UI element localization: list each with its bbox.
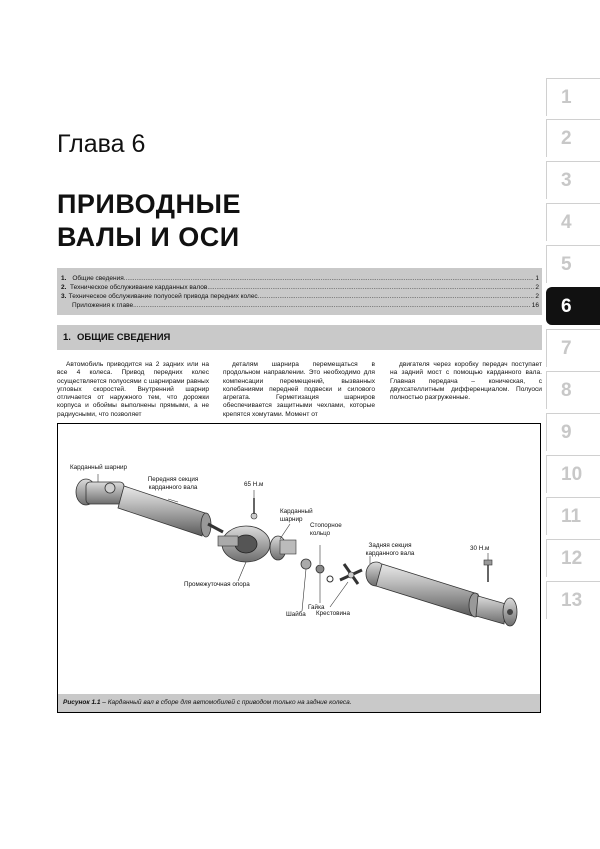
chapter-tab-1[interactable]: 1 [546, 78, 600, 116]
toc-item[interactable] [61, 284, 539, 292]
chapter-tab-12[interactable]: 12 [546, 539, 600, 577]
table-of-contents [57, 268, 542, 315]
section-number: 1. [63, 332, 71, 343]
intermediate-support-part [218, 526, 270, 562]
toc-item[interactable] [61, 293, 539, 301]
callout-cardan-joint-2: Карданный шарнир [280, 508, 313, 523]
toc-item-number [61, 302, 72, 310]
toc-leader [124, 275, 535, 283]
body-column-3: двигателя через коробку передач поступает на задний мост с помощью карданного вала. Главная передача – коническая, с двухсателлитным дифференциалом. Полуоси полностью разгруженные. [390, 361, 542, 402]
chapter-tab-11[interactable]: 11 [546, 497, 600, 535]
front-shaft-tube [118, 486, 223, 537]
toc-item-page: 1 [535, 275, 539, 282]
callout-cardan-joint: Карданный шарнир [70, 464, 128, 471]
callout-cross: Крестовина [316, 610, 350, 617]
section-heading [57, 325, 542, 350]
chapter-tab-3[interactable]: 3 [546, 161, 600, 199]
toc-leader [258, 293, 535, 301]
cross-part [340, 564, 362, 584]
callout-retaining-ring: Стопорное кольцо [310, 522, 342, 537]
figure-caption-label: Рисунок 1.1 [63, 699, 101, 706]
chapter-tab-10[interactable]: 10 [546, 455, 600, 493]
toc-item-number: 2. [61, 284, 67, 291]
callout-washer: Шайба [286, 611, 306, 618]
body-column-1: Автомобиль приводится на 2 задних или на все 4 колеса. Привод передних колес осуществляется полуосями с шарнирами равных угловых скоростей. Внутренний шарнир отличается от наружного тем, что дорожки корпуса и обоймы выполнены прямыми, а не радиусными, что позволяет [57, 361, 209, 418]
chapter-label: Глава 6 [57, 130, 146, 158]
drive-shaft-illustration [58, 424, 542, 696]
chapter-tab-13[interactable]: 13 [546, 581, 600, 619]
toc-item-number: 3. [61, 293, 67, 300]
body-column-2: деталям шарнира перемещаться в продольном направлении. Это необходимо для компенсации перемещений, вызванных колебаниями передней подвески и силового агрегата. Герметизация шарниров обеспечивается защитными чехлами, которые крепятся хомутами. Момент от [223, 361, 375, 418]
section-title: ОБЩИЕ СВЕДЕНИЯ [77, 332, 171, 343]
callout-front-section: Передняя секция карданного вала [147, 476, 199, 491]
rear-shaft-tube [366, 562, 481, 617]
nut-part [316, 565, 324, 573]
chapter-tab-7[interactable]: 7 [546, 329, 600, 367]
callout-intermediate-support: Промежуточная опора [184, 581, 250, 588]
toc-item-label: Техническое обслуживание полуосей привода передних колес [68, 293, 258, 300]
retaining-ring-part [327, 576, 333, 582]
callout-torque-65: 65 Н.м [244, 481, 264, 488]
toc-leader [207, 284, 534, 292]
toc-item-number: 1. [61, 275, 67, 282]
washer-part [301, 559, 311, 569]
toc-item[interactable] [61, 275, 539, 283]
toc-item-label: Техническое обслуживание карданных валов [70, 284, 208, 291]
callout-torque-30: 30 Н.м [470, 545, 490, 552]
chapter-title [57, 188, 241, 254]
chapter-tab-4[interactable]: 4 [546, 203, 600, 241]
chapter-title-line2: ВАЛЫ И ОСИ [57, 222, 240, 252]
chapter-title-line1: ПРИВОДНЫЕ [57, 189, 241, 219]
toc-item-label: Приложения к главе [71, 302, 134, 309]
toc-item-label: Общие сведения [72, 275, 124, 282]
callout-nut: Гайка [308, 604, 325, 611]
toc-leader [133, 302, 531, 310]
figure-drive-shaft [57, 423, 541, 713]
front-cardan-joint-part [76, 479, 124, 505]
rear-flange-part [476, 560, 517, 626]
toc-item-page: 2 [535, 293, 539, 300]
figure-caption-text: – Карданный вал в сборе для автомобилей с приводом только на задние колеса. [100, 699, 352, 706]
callout-rear-section: Задняя секция карданного вала [365, 542, 415, 557]
chapter-tab-9[interactable]: 9 [546, 413, 600, 451]
chapter-tab-8[interactable]: 8 [546, 371, 600, 409]
chapter-tab-6[interactable]: 6 [546, 287, 600, 325]
toc-item[interactable] [61, 302, 539, 310]
toc-item-page: 16 [531, 302, 539, 309]
chapter-tab-2[interactable]: 2 [546, 119, 600, 157]
chapter-tab-5[interactable]: 5 [546, 245, 600, 283]
toc-item-page: 2 [535, 284, 539, 291]
figure-caption [58, 694, 540, 712]
